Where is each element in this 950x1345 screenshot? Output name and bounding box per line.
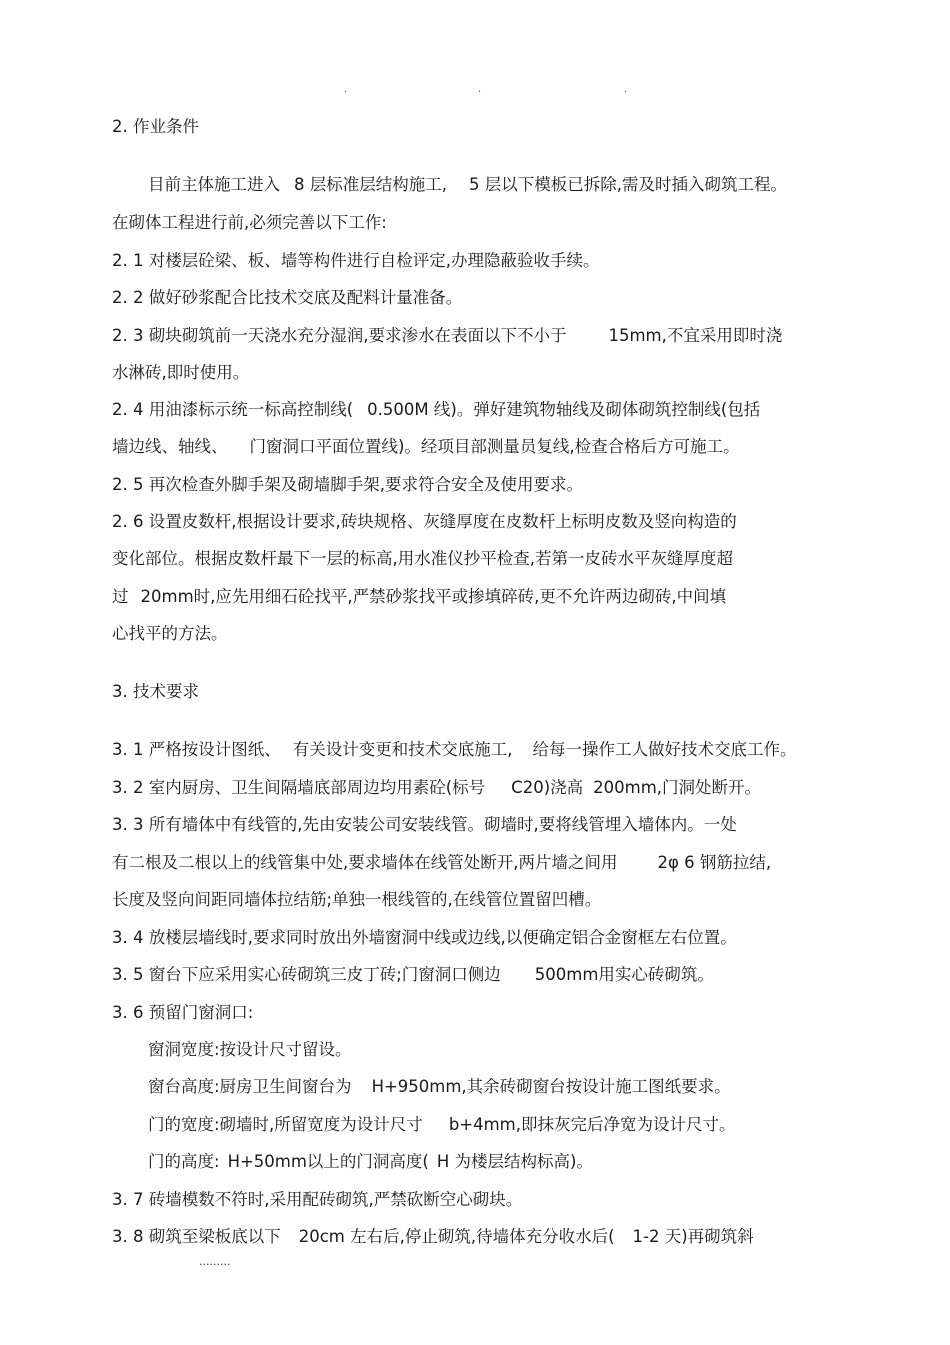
text-span: 过 xyxy=(112,587,129,606)
paragraph-line xyxy=(112,964,714,986)
text-span: 给每一操作工人做好技术交底工作。 xyxy=(532,740,797,759)
paragraph-line xyxy=(112,511,737,533)
text-span: 水淋砖,即时使用。 xyxy=(112,363,250,382)
paragraph-line xyxy=(148,174,787,196)
paragraph-line xyxy=(112,889,601,911)
header-dot: . xyxy=(344,84,348,95)
header-dot: . xyxy=(478,84,482,95)
text-span: 3. 6 预留门窗洞口: xyxy=(112,1003,254,1022)
text-span: 2. 1 对楼层砼梁、板、墙等构件进行自检评定,办理隐蔽验收手续。 xyxy=(112,251,600,270)
text-span: H+50mm以上的门洞高度( xyxy=(227,1152,429,1171)
text-span: 1-2 天)再砌筑斜 xyxy=(632,1227,754,1246)
text-span: H 为楼层结构标高)。 xyxy=(436,1152,593,1171)
paragraph-line xyxy=(112,325,782,347)
text-span: 长度及竖向间距同墙体拉结筋;单独一根线管的,在线管位置留凹槽。 xyxy=(112,890,602,909)
text-span: 2φ 6 钢筋拉结, xyxy=(657,853,772,872)
paragraph-line xyxy=(148,1039,352,1061)
text-span: 在砌体工程进行前,必须完善以下工作: xyxy=(112,213,387,232)
text-span: 目前主体施工进入 xyxy=(148,175,280,194)
text-span: 3. 5 窗台下应采用实心砖砌筑三皮丁砖;门窗洞口侧边 xyxy=(112,965,501,984)
text-span: 窗洞宽度:按设计尺寸留设。 xyxy=(148,1040,352,1059)
paragraph-line xyxy=(112,777,761,799)
paragraph-line xyxy=(112,474,583,496)
paragraph-line xyxy=(112,739,796,761)
text-span: 5 层以下模板已拆除,需及时插入砌筑工程。 xyxy=(469,175,787,194)
text-span: 心找平的方法。 xyxy=(112,624,228,643)
text-span: 3. 7 砖墙模数不符时,采用配砖砌筑,严禁砍断空心砌块。 xyxy=(112,1190,523,1209)
text-span: 20mm时,应先用细石砼找平,严禁砂浆找平或掺填碎砖,更不允许两边砌砖,中间填 xyxy=(140,587,727,606)
text-span: 门的高度: xyxy=(148,1152,220,1171)
paragraph-line xyxy=(112,1189,522,1211)
text-span: 窗台高度:厨房卫生间窗台为 xyxy=(148,1077,352,1096)
text-span: 有关设计变更和技术交底施工, xyxy=(292,740,513,759)
paragraph-line xyxy=(112,814,737,836)
paragraph-line xyxy=(112,548,733,570)
text-span: 3. 技术要求 xyxy=(112,682,199,701)
continuation-ellipsis: ......... xyxy=(199,1255,231,1268)
header-dots xyxy=(0,84,950,98)
text-span: 有二根及二根以上的线管集中处,要求墙体在线管处断开,两片墙之间用 xyxy=(112,853,618,872)
text-span: 3. 4 放楼层墙线时,要求同时放出外墙窗洞中线或边线,以便确定铝合金窗框左右位置。 xyxy=(112,928,737,947)
text-span: 500mm用实心砖砌筑。 xyxy=(534,965,714,984)
text-span: 门的宽度:砌墙时,所留宽度为设计尺寸 xyxy=(148,1115,423,1134)
text-span: 墙边线、轴线、 xyxy=(112,437,228,456)
text-span: b+4mm,即抹灰完后净宽为设计尺寸。 xyxy=(448,1115,736,1134)
paragraph-line xyxy=(112,1226,754,1248)
paragraph-line xyxy=(148,1151,593,1173)
text-span: 变化部位。根据皮数杆最下一层的标高,用水准仪抄平检查,若第一皮砖水平灰缝厚度超 xyxy=(112,549,733,568)
paragraph-line xyxy=(112,362,249,384)
paragraph-line xyxy=(148,1114,736,1136)
header-dot: . xyxy=(624,84,628,95)
text-span: 3. 2 室内厨房、卫生间隔墙底部周边均用素砼(标号 xyxy=(112,778,486,797)
text-span: 2. 作业条件 xyxy=(112,117,199,136)
text-span: 8 层标准层结构施工, xyxy=(294,175,447,194)
text-span: C20)浇高 xyxy=(511,778,584,797)
text-span: 0.500M 线)。弹好建筑物轴线及砌体砌筑控制线(包括 xyxy=(367,400,761,419)
text-span: 门窗洞口平面位置线)。经项目部测量员复线,检查合格后方可施工。 xyxy=(249,437,740,456)
text-span: 20cm 左右后,停止砌筑,待墙体充分收水后( xyxy=(298,1227,615,1246)
text-span: 2. 2 做好砂浆配合比技术交底及配料计量准备。 xyxy=(112,288,463,307)
text-span: H+950mm,其余砖砌窗台按设计施工图纸要求。 xyxy=(371,1077,731,1096)
section-heading-3 xyxy=(112,681,199,703)
section-heading-2 xyxy=(112,116,199,138)
text-span: 2. 5 再次检查外脚手架及砌墙脚手架,要求符合安全及使用要求。 xyxy=(112,475,583,494)
paragraph-line xyxy=(112,212,387,234)
paragraph-line xyxy=(148,1076,731,1098)
text-span: 15mm,不宜采用即时浇 xyxy=(608,326,783,345)
text-span: 2. 3 砌块砌筑前一天浇水充分湿润,要求渗水在表面以下不小于 xyxy=(112,326,567,345)
text-span: 200mm,门洞处断开。 xyxy=(593,778,762,797)
paragraph-line xyxy=(112,927,737,949)
text-span: 2. 4 用油漆标示统一标高控制线( xyxy=(112,400,354,419)
text-span: 3. 8 砌筑至梁板底以下 xyxy=(112,1227,281,1246)
paragraph-line xyxy=(112,586,726,608)
paragraph-line xyxy=(112,250,599,272)
paragraph-line xyxy=(112,623,228,645)
paragraph-line xyxy=(112,436,740,458)
paragraph-line xyxy=(112,852,771,874)
text-span: 2. 6 设置皮数杆,根据设计要求,砖块规格、灰缝厚度在皮数杆上标明皮数及竖向构造的 xyxy=(112,512,737,531)
text-span: 3. 3 所有墙体中有线管的,先由安装公司安装线管。砌墙时,要将线管埋入墙体内。一处 xyxy=(112,815,737,834)
paragraph-line xyxy=(112,399,760,421)
paragraph-line xyxy=(112,1002,253,1024)
text-span: 3. 1 严格按设计图纸、 xyxy=(112,740,281,759)
paragraph-line xyxy=(112,287,462,309)
